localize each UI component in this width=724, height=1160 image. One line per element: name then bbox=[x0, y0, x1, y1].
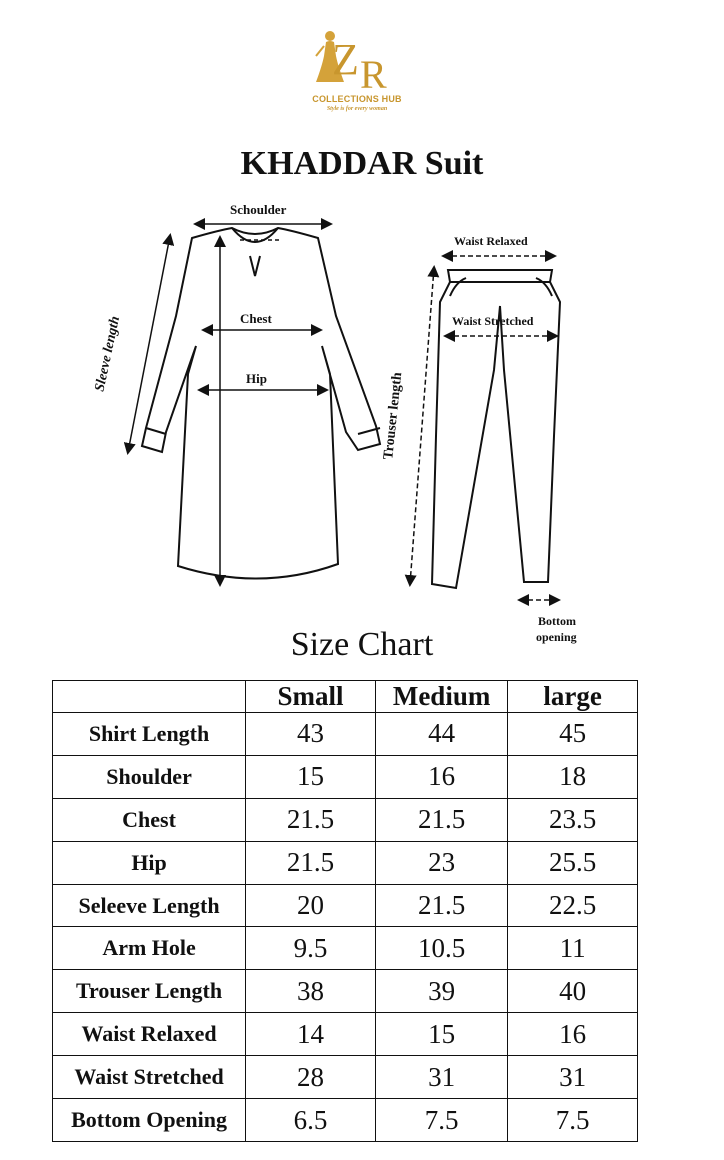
cell-large: 11 bbox=[508, 927, 638, 970]
shirt-measure-lines bbox=[128, 224, 330, 584]
row-label: Arm Hole bbox=[53, 927, 246, 970]
suit-illustration bbox=[100, 196, 600, 656]
cell-medium: 7.5 bbox=[375, 1099, 507, 1142]
size-chart-title: Size Chart bbox=[290, 626, 434, 663]
table-row bbox=[53, 884, 638, 927]
cell-small: 20 bbox=[246, 884, 376, 927]
table-row bbox=[53, 1013, 638, 1056]
header-medium: Medium bbox=[375, 681, 507, 713]
cell-large: 25.5 bbox=[508, 841, 638, 884]
table-row bbox=[53, 798, 638, 841]
cell-small: 28 bbox=[246, 1056, 376, 1099]
cell-small: 21.5 bbox=[246, 841, 376, 884]
cell-large: 23.5 bbox=[508, 798, 638, 841]
cell-medium: 44 bbox=[375, 713, 507, 756]
shirt-drawing bbox=[142, 228, 380, 579]
header-large: large bbox=[508, 681, 638, 713]
table-row bbox=[53, 1099, 638, 1142]
size-chart-table bbox=[52, 680, 638, 1142]
table-row bbox=[53, 841, 638, 884]
cell-medium: 31 bbox=[375, 1056, 507, 1099]
header-small: Small bbox=[246, 681, 376, 713]
svg-text:R: R bbox=[360, 52, 387, 94]
brand-tagline: Style is for every woman bbox=[326, 106, 388, 112]
cell-medium: 39 bbox=[375, 970, 507, 1013]
cell-large: 7.5 bbox=[508, 1099, 638, 1142]
cell-small: 9.5 bbox=[246, 927, 376, 970]
cell-small: 14 bbox=[246, 1013, 376, 1056]
cell-large: 45 bbox=[508, 713, 638, 756]
label-chest: Chest bbox=[240, 311, 272, 326]
brand-name: COLLECTIONS HUB bbox=[312, 94, 402, 104]
cell-medium: 23 bbox=[375, 841, 507, 884]
cell-large: 22.5 bbox=[508, 884, 638, 927]
cell-large: 16 bbox=[508, 1013, 638, 1056]
page-title: KHADDAR Suit bbox=[240, 145, 484, 182]
label-sleeve-length: Sleeve length bbox=[92, 314, 124, 393]
cell-small: 43 bbox=[246, 713, 376, 756]
cell-small: 21.5 bbox=[246, 798, 376, 841]
table-header-row bbox=[53, 681, 638, 713]
label-waist-relaxed: Waist Relaxed bbox=[454, 234, 528, 248]
row-label: Hip bbox=[53, 841, 246, 884]
cell-large: 18 bbox=[508, 755, 638, 798]
table-row bbox=[53, 713, 638, 756]
row-label: Chest bbox=[53, 798, 246, 841]
cell-small: 6.5 bbox=[246, 1099, 376, 1142]
table-row bbox=[53, 1056, 638, 1099]
row-label: Shirt Length bbox=[53, 713, 246, 756]
cell-large: 40 bbox=[508, 970, 638, 1013]
brand-logo bbox=[302, 22, 412, 122]
row-label: Seleeve Length bbox=[53, 884, 246, 927]
brand-monogram-icon bbox=[302, 22, 412, 94]
cell-medium: 21.5 bbox=[375, 798, 507, 841]
label-trouser-length: Trouser length bbox=[381, 371, 406, 461]
table-row bbox=[53, 927, 638, 970]
label-hip: Hip bbox=[246, 371, 267, 386]
cell-medium: 16 bbox=[375, 755, 507, 798]
table-row bbox=[53, 755, 638, 798]
row-label: Shoulder bbox=[53, 755, 246, 798]
cell-small: 15 bbox=[246, 755, 376, 798]
label-bottom-opening-1: Bottom bbox=[538, 614, 576, 628]
table-row bbox=[53, 970, 638, 1013]
row-label: Waist Relaxed bbox=[53, 1013, 246, 1056]
header-empty bbox=[53, 681, 246, 713]
row-label: Trouser Length bbox=[53, 970, 246, 1013]
cell-medium: 21.5 bbox=[375, 884, 507, 927]
cell-small: 38 bbox=[246, 970, 376, 1013]
cell-large: 31 bbox=[508, 1056, 638, 1099]
cell-medium: 15 bbox=[375, 1013, 507, 1056]
label-waist-stretched: Waist Stretched bbox=[452, 314, 534, 328]
label-shoulder: Schoulder bbox=[230, 202, 287, 217]
row-label: Bottom Opening bbox=[53, 1099, 246, 1142]
row-label: Waist Stretched bbox=[53, 1056, 246, 1099]
cell-medium: 10.5 bbox=[375, 927, 507, 970]
label-bottom-opening-2: opening bbox=[536, 630, 577, 644]
measurement-diagram bbox=[92, 196, 600, 656]
svg-text:Z: Z bbox=[332, 35, 359, 84]
